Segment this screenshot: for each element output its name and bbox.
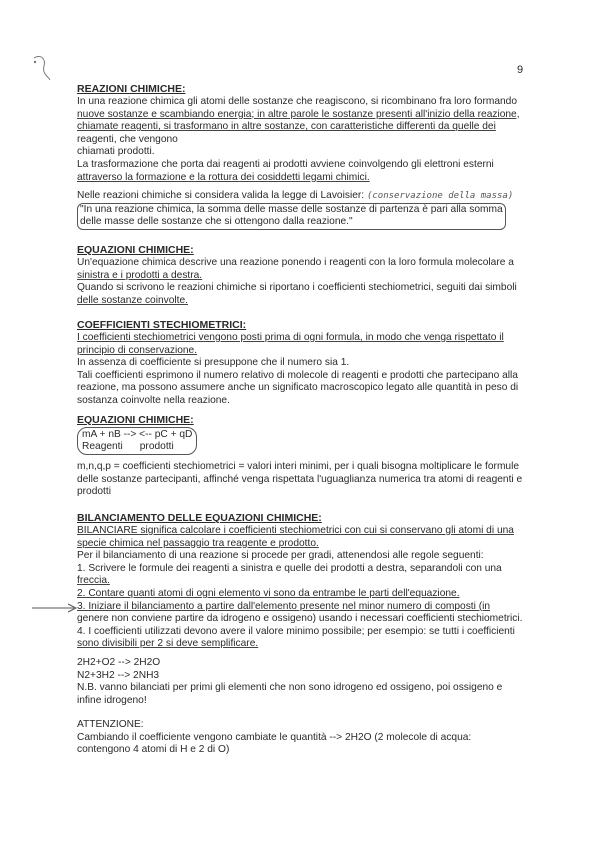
section-title: REAZIONI CHIMICHE: (77, 83, 186, 95)
quote-line: delle masse delle sostanze che si ottengono dalla reazione." (80, 216, 353, 228)
text-line: reagenti, che vengono (77, 133, 178, 145)
text-line: In assenza di coefficiente si presuppone che il numero sia 1. (77, 357, 350, 369)
text-line: delle sostanze coinvolte. (77, 294, 188, 306)
section-reazioni-chimiche (77, 83, 539, 230)
reaction-formula: mA + nB --> <-- pC + qD (82, 429, 193, 440)
text-line: freccia. (77, 575, 110, 587)
text-line: genere non conviene partire da idrogeno e ossigeno) usando i necessari coefficienti stechiometrici. (77, 613, 523, 625)
text-line: principio di conservazione. (77, 344, 198, 356)
text-line: I coefficienti stechiometrici vengono posti prima di ogni formula, in modo che venga rispettato il (77, 332, 504, 343)
example-equation: N2+3H2 --> 2NH3 (77, 669, 160, 681)
text-line: sinistra e i prodotti a destra. (77, 269, 203, 281)
text-line: sostanza coinvolte nella reazione. (77, 394, 230, 406)
text-line: sono divisibili per 2 si deve semplificare. (77, 638, 259, 650)
text-line: Quando si scrivono le reazioni chimiche si riportano i coefficienti stechiometrici, seguiti dai simboli (77, 282, 517, 294)
section-attenzione (77, 719, 539, 757)
text-line: 4. I coefficienti utilizzati devono avere il valore minimo possibile; per esempio: se tutti i coefficienti (77, 625, 515, 637)
text-line: reazione, ma possono assumere anche un significato macroscopico legato alle quantità in peso di (77, 382, 519, 394)
text-line: prodotti (77, 486, 111, 498)
text-line: m,n,q,p = coefficienti stechiometrici = valori interi minimi, per i quali bisogna moltiplicare le formule (77, 461, 520, 472)
lavoisier-line (77, 190, 539, 203)
section-equazioni-formula (77, 414, 539, 499)
text-line: Per il bilanciamento di una reazione si procede per gradi, attenendosi alle regole seguenti: (77, 550, 484, 562)
section-title: ATTENZIONE: (77, 719, 144, 730)
text-line: attraverso la formazione e la rottura dei cosiddetti legami chimici. (77, 171, 370, 183)
section-title: BILANCIAMENTO DELLE EQUAZIONI CHIMICHE: (77, 512, 322, 524)
section-coefficienti-stechiometrici (77, 319, 539, 408)
handwritten-note: (conservazione della massa) (366, 191, 514, 202)
text-line: BILANCIARE significa calcolare i coefficienti stechiometrici con cui si conservano gli atomi di una (77, 525, 514, 536)
example-equation: 2H2+O2 --> 2H2O (77, 656, 161, 668)
section-bilanciamento (77, 512, 539, 707)
page-number: 9 (517, 64, 524, 76)
text-line: delle sostanze partecipanti, affinché venga rispettata l'uguaglianza numerica tra atomi di reagenti e (77, 473, 523, 485)
text-line: 1. Scrivere le formule dei reagenti a sinistra e quelle dei prodotti a destra, separandoli con una (77, 562, 502, 574)
quote-line: "In una reazione chimica, la somma delle masse delle sostanze di partenza è pari alla somma (80, 203, 503, 215)
section-title: EQUAZIONI CHIMICHE: (77, 244, 194, 256)
text-line: Un'equazione chimica descrive una reazione ponendo i reagenti con la loro formula molecolare a (77, 257, 514, 268)
text-line: specie chimica nel passaggio tra reagente e prodotto. (77, 537, 319, 549)
text-line: La trasformazione che porta dai reagenti ai prodotti avviene coinvolgendo gli elettroni esterni (77, 158, 494, 170)
section-title: COEFFICIENTI STECHIOMETRICI: (77, 319, 247, 331)
text-line: 3. Iniziare il bilanciamento a partire dall'elemento presente nel minor numero di composti (in (77, 600, 491, 612)
handwritten-arrow-icon (30, 602, 80, 614)
text-line: In una reazione chimica gli atomi delle sostanze che reagiscono, si ricombinano fra loro formando (77, 96, 517, 107)
section-equazioni-chimiche (77, 244, 539, 307)
formula-labels: Reagenti prodotti (82, 441, 174, 452)
lavoisier-quote-box (77, 203, 506, 230)
text-line: 2. Contare quanti atomi di ogni elemento vi sono da entrambe le parti dell'equazione. (77, 587, 460, 599)
text-line: chiamati prodotti. (77, 146, 155, 158)
text-line: chiamate reagenti, si trasformano in altre sostanze, con caratteristiche differenti da quelle dei (77, 121, 496, 133)
handwritten-margin-mark (30, 52, 52, 82)
text-line: nuove sostanze e scambiando energia; in altre parole le sostanze presenti all'inizio della reazione, (77, 108, 520, 120)
text-line: infine idrogeno! (77, 694, 147, 706)
text-line: Tali coefficienti esprimono il numero relativo di molecole di reagenti e prodotti che partecipano alla (77, 369, 518, 381)
text-line: Cambiando il coefficiente vengono cambiate le quantità --> 2H2O (2 molecole di acqua: (77, 731, 472, 743)
text-line: Nelle reazioni chimiche si considera valida la legge di Lavoisier: (77, 190, 365, 202)
text-line: contengono 4 atomi di H e 2 di O) (77, 744, 230, 756)
text-line: N.B. vanno bilanciati per primi gli elementi che non sono idrogeno ed ossigeno, poi ossigeno e (77, 682, 503, 694)
section-title: EQUAZIONI CHIMICHE: (77, 414, 194, 426)
reaction-formula-box (77, 427, 197, 455)
